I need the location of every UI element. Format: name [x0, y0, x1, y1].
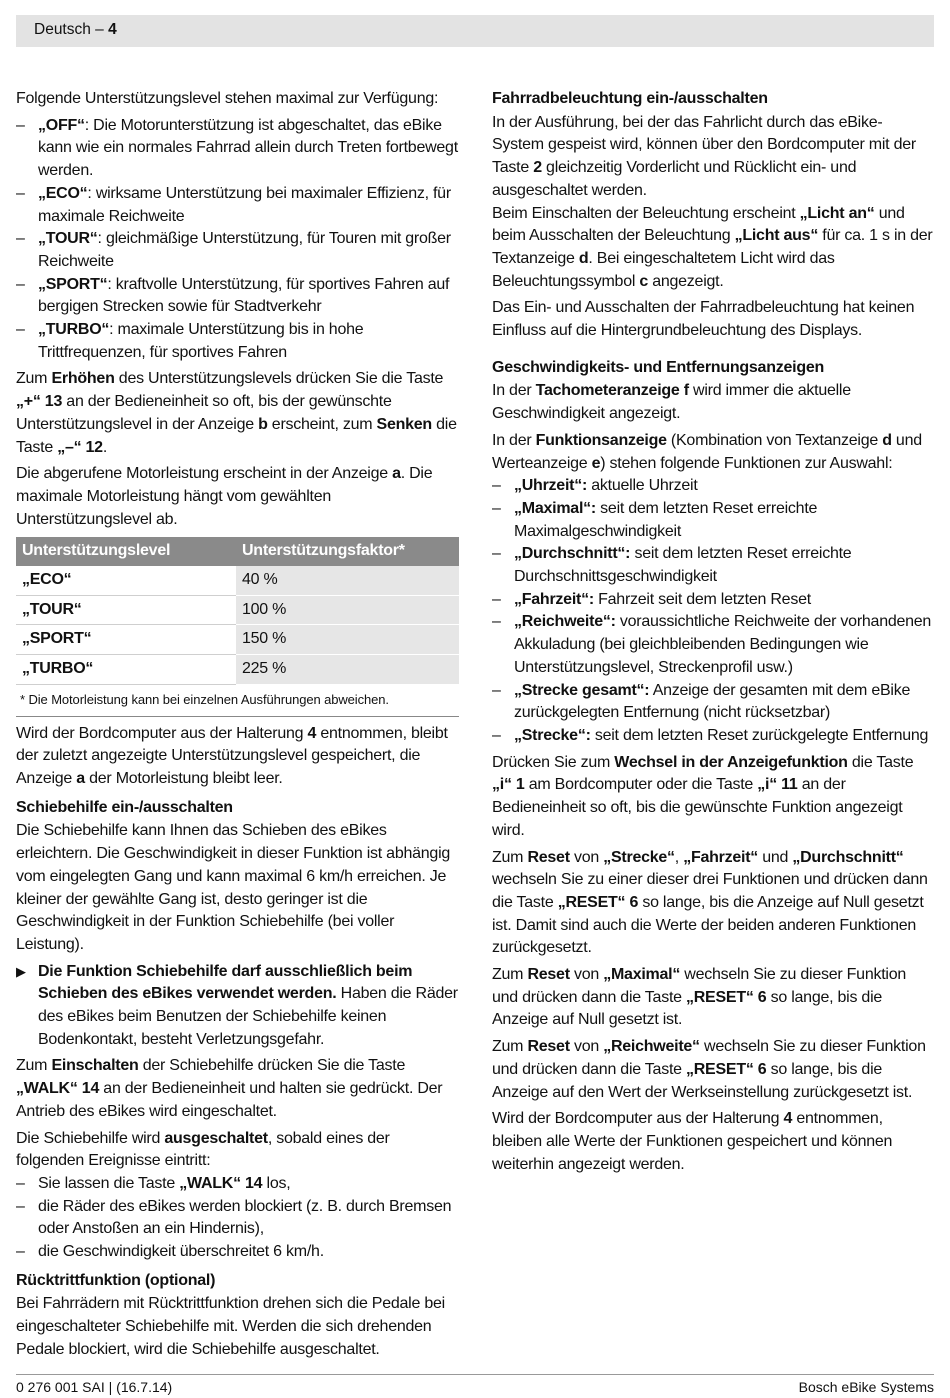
- table-cell: 225 %: [236, 655, 459, 685]
- footer-divider: [16, 1374, 934, 1375]
- levels-intro: Folgende Unterstützungslevel stehen maximal zur Verfügung:: [16, 90, 439, 107]
- left-column: [16, 88, 460, 1366]
- list-item: – die Geschwindigkeit überschreitet 6 km/h.: [16, 1243, 324, 1261]
- light-paragraph-2: Beim Einschalten der Beleuchtung erscheint „Licht an“ und beim Ausschalten der Beleuchtung „Licht aus“ für ca. 1 s in der Textanzeige d. Bei eingeschaltetem Licht wird das Beleuchtungssymbol c angezeigt.: [492, 204, 933, 290]
- table-cell: „TURBO“: [16, 655, 236, 685]
- functions-list: [492, 475, 934, 747]
- footer-brand: Bosch eBike Systems: [798, 1379, 934, 1395]
- switch-paragraph: Drücken Sie zum Wechsel in der Anzeigefunktion die Taste „i“ 1 am Bordcomputer oder die Taste „i“ 11 an der Bedieneinheit so oft, bis die gewünschte Funktion angezeigt wird.: [492, 753, 914, 839]
- table-header: Unterstützungslevel: [16, 537, 236, 566]
- table-footnote: * Die Motorleistung kann bei einzelnen Ausführungen abweichen.: [16, 685, 459, 717]
- backpedal-paragraph: Bei Fahrrädern mit Rücktrittfunktion drehen sich die Pedale bei eingeschalteter Schiebehilfe mit. Werden die sich drehenden Pedale blockiert, wird die Schiebehilfe ausgeschaltet.: [16, 1295, 445, 1358]
- list-item: – „TOUR“: gleichmäßige Unterstützung, für Touren mit großer Reichweite: [16, 230, 451, 270]
- table-row: [16, 655, 459, 685]
- light-paragraph-3: Das Ein- und Ausschalten der Fahrradbeleuchtung hat keinen Einfluss auf die Hintergrundbeleuchtung des Displays.: [492, 299, 915, 340]
- list-item: – „Strecke gesamt“: Anzeige der gesamten mit dem eBike zurückgelegten Entfernung (nicht rücksetzbar): [492, 681, 911, 722]
- walk-off-list: [16, 1173, 460, 1264]
- table-header: Unterstützungsfaktor*: [236, 537, 459, 566]
- warning-triangle-icon: ▶: [16, 963, 26, 979]
- section-heading-walk: Schiebehilfe ein-/ausschalten: [16, 798, 233, 816]
- list-item: – „Fahrzeit“: Fahrzeit seit dem letzten Reset: [492, 590, 811, 608]
- list-item: – „Strecke“: seit dem letzten Reset zurückgelegte Entfernung: [492, 726, 929, 744]
- list-item: – „OFF“: Die Motorunterstützung ist abgeschaltet, das eBike kann wie ein normales Fahrrad allein durch Treten fortbewegt werden.: [16, 116, 458, 180]
- section-heading-light: Fahrradbeleuchtung ein-/ausschalten: [492, 90, 768, 107]
- table-header-row: [16, 537, 459, 566]
- walk-off-paragraph: Die Schiebehilfe wird ausgeschaltet, sobald eines der folgenden Ereignisse eintritt:: [16, 1129, 390, 1170]
- light-paragraph-1: In der Ausführung, bei der das Fahrlicht durch das eBike-System gespeist wird, können über den Bordcomputer mit der Taste 2 gleichzeitig Vorderlicht und Rücklicht ein- und ausgeschaltet werden.: [492, 113, 916, 199]
- list-item: – „SPORT“: kraftvolle Unterstützung, für sportives Fahren auf bergigen Strecken sowie für Stadtverkehr: [16, 275, 450, 316]
- right-column: [492, 88, 934, 1180]
- removed-paragraph: Wird der Bordcomputer aus der Halterung 4 entnommen, bleibt der zuletzt angezeigte Unterstützungslevel gespeichert, die Anzeige a der Motorleistung bleibt leer.: [16, 724, 448, 787]
- list-item: – Sie lassen die Taste „WALK“ 14 los,: [16, 1174, 291, 1192]
- levels-list: [16, 115, 460, 365]
- raise-lower-paragraph: Zum Erhöhen des Unterstützungslevels drücken Sie die Taste „+“ 13 an der Bedieneinheit so oft, bis der gewünschte Unterstützungslevel in der Anzeige b erscheint, zum Senken die Taste „–“ 12.: [16, 370, 457, 456]
- list-item: – „Maximal“: seit dem letzten Reset erreichte Maximalgeschwindigkeit: [492, 499, 818, 540]
- list-item: – die Räder des eBikes werden blockiert (z. B. durch Bremsen oder Anstoßen an ein Hindernis),: [16, 1197, 452, 1238]
- list-item: – „Uhrzeit“: aktuelle Uhrzeit: [492, 477, 698, 495]
- list-item: – „ECO“: wirksame Unterstützung bei maximaler Effizienz, für maximale Reichweite: [16, 184, 451, 225]
- section-heading-speed: Geschwindigkeits- und Entfernungsanzeigen: [492, 358, 825, 376]
- table-cell: „TOUR“: [16, 595, 236, 625]
- section-heading-backpedal: Rücktrittfunktion (optional): [16, 1271, 216, 1289]
- footer-doc-number: 0 276 001 SAI | (16.7.14): [16, 1379, 173, 1395]
- table-cell: „ECO“: [16, 566, 236, 595]
- speed-paragraph-1: In der Tachometeranzeige f wird immer die aktuelle Geschwindigkeit angezeigt.: [492, 382, 851, 423]
- page-header: [16, 15, 934, 47]
- table-cell: 150 %: [236, 625, 459, 655]
- table-row: [16, 625, 459, 655]
- reset-paragraph-1: Zum Reset von „Strecke“, „Fahrzeit“ und „Durchschnitt“ wechseln Sie zu einer dieser drei Funktionen und drücken dann die Taste „RESET“ 6 so lange, bis die Anzeige auf Null gesetzt ist. Damit sind auch die Werte der beiden anderen Funktionen zurückgesetzt.: [492, 848, 928, 957]
- table-cell: 100 %: [236, 595, 459, 625]
- list-item: – „Durchschnitt“: seit dem letzten Reset erreichte Durchschnittsgeschwindigkeit: [492, 545, 852, 586]
- table-row: [16, 566, 459, 595]
- walk-paragraph: Die Schiebehilfe kann Ihnen das Schieben des eBikes erleichtern. Die Geschwindigkeit in dieser Funktion ist abhängig vom eingelegten Gang und kann maximal 6 km/h erreichen. Je kleiner der gewählte Gang ist, desto geringer ist die Geschwindigkeit in der Funktion Schiebehilfe (bei voller Leistung).: [16, 822, 451, 953]
- walk-on-paragraph: Zum Einschalten der Schiebehilfe drücken Sie die Taste „WALK“ 14 an der Bedieneinheit und halten sie gedrückt. Der Antrieb des eBikes wird eingeschaltet.: [16, 1057, 443, 1120]
- support-level-table: [16, 537, 459, 685]
- reset-paragraph-3: Zum Reset von „Reichweite“ wechseln Sie zu dieser Funktion und drücken dann die Taste „RESET“ 6 so lange, bis die Anzeige auf den Wert der Werkseinstellung zurückgesetzt ist.: [492, 1038, 926, 1101]
- motor-paragraph: Die abgerufene Motorleistung erscheint in der Anzeige a. Die maximale Motorleistung hängt vom gewählten Unterstützungslevel ab.: [16, 465, 433, 528]
- list-item: – „TURBO“: maximale Unterstützung bis in hohe Trittfrequenzen, für sportives Fahren: [16, 321, 364, 361]
- table-cell: „SPORT“: [16, 625, 236, 655]
- header-label: Deutsch – 4: [34, 21, 117, 38]
- speed-paragraph-2: In der Funktionsanzeige (Kombination von Textanzeige d und Werteanzeige e) stehen folgende Funktionen zur Auswahl:: [492, 431, 922, 472]
- warning-note: ▶ Die Funktion Schiebehilfe darf ausschließlich beim Schieben des eBikes verwendet werden. Haben die Räder des eBikes beim Benutzen der Schiebehilfe keinen Bodenkontakt, besteht Verletzungsgefahr.: [16, 962, 458, 1048]
- list-item: – „Reichweite“: voraussichtliche Reichweite der vorhandenen Akkuladung (bei gleichbleibenden Bedingungen wie Unterstützungslevel, Streckenprofil usw.): [492, 613, 932, 676]
- table-cell: 40 %: [236, 566, 459, 595]
- keep-values-paragraph: Wird der Bordcomputer aus der Halterung 4 entnommen, bleiben alle Werte der Funktionen gespeichert und können weiterhin angezeigt werden.: [492, 1110, 893, 1173]
- table-row: [16, 595, 459, 625]
- reset-paragraph-2: Zum Reset von „Maximal“ wechseln Sie zu dieser Funktion und drücken dann die Taste „RESET“ 6 so lange, bis die Anzeige auf Null gesetzt ist.: [492, 966, 907, 1029]
